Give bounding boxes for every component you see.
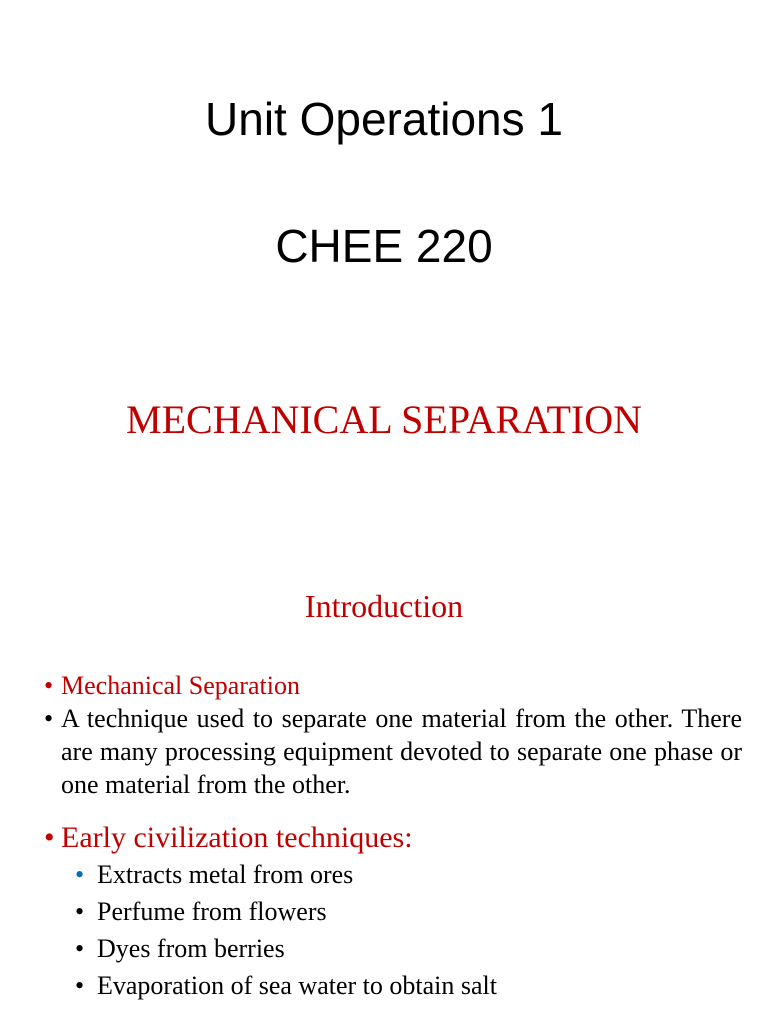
bullet-item (44, 669, 742, 702)
bullet-dot-icon: • (44, 821, 55, 854)
bullet-dot-icon: • (44, 704, 54, 733)
sub-bullet-text: Evaporation of sea water to obtain salt (97, 971, 497, 1000)
course-code: CHEE 220 (275, 220, 493, 272)
sub-bullet-list (75, 856, 742, 1004)
bullet-text: Mechanical Separation (61, 671, 300, 700)
section-heading: Introduction (304, 588, 464, 624)
sub-bullet-item (75, 930, 742, 967)
bullet-text: Early civilization techniques: (61, 821, 413, 854)
sub-bullet-dot-icon: • (75, 934, 85, 963)
sub-bullet-item (75, 893, 742, 930)
bullet-dot-icon: • (44, 671, 54, 700)
bullet-item (44, 702, 742, 801)
sub-bullet-dot-icon: • (75, 897, 85, 926)
sub-bullet-text: Dyes from berries (97, 934, 285, 963)
slide-subtitle: MECHANICAL SEPARATION (126, 397, 642, 442)
sub-bullet-item (75, 967, 742, 1004)
sub-bullet-dot-icon: • (75, 971, 85, 1000)
sub-bullet-text: Extracts metal from ores (97, 860, 354, 889)
sub-bullet-item (75, 856, 742, 893)
sub-bullet-dot-icon: • (75, 860, 85, 889)
bullet-list (44, 669, 742, 1004)
bullet-text: A technique used to separate one material from the other. There are many processing equipment devoted to separate one phase or one material from the other. (61, 704, 742, 799)
bullet-item (44, 820, 742, 856)
slide-title: Unit Operations 1 (205, 93, 563, 145)
sub-bullet-text: Perfume from flowers (97, 897, 327, 926)
